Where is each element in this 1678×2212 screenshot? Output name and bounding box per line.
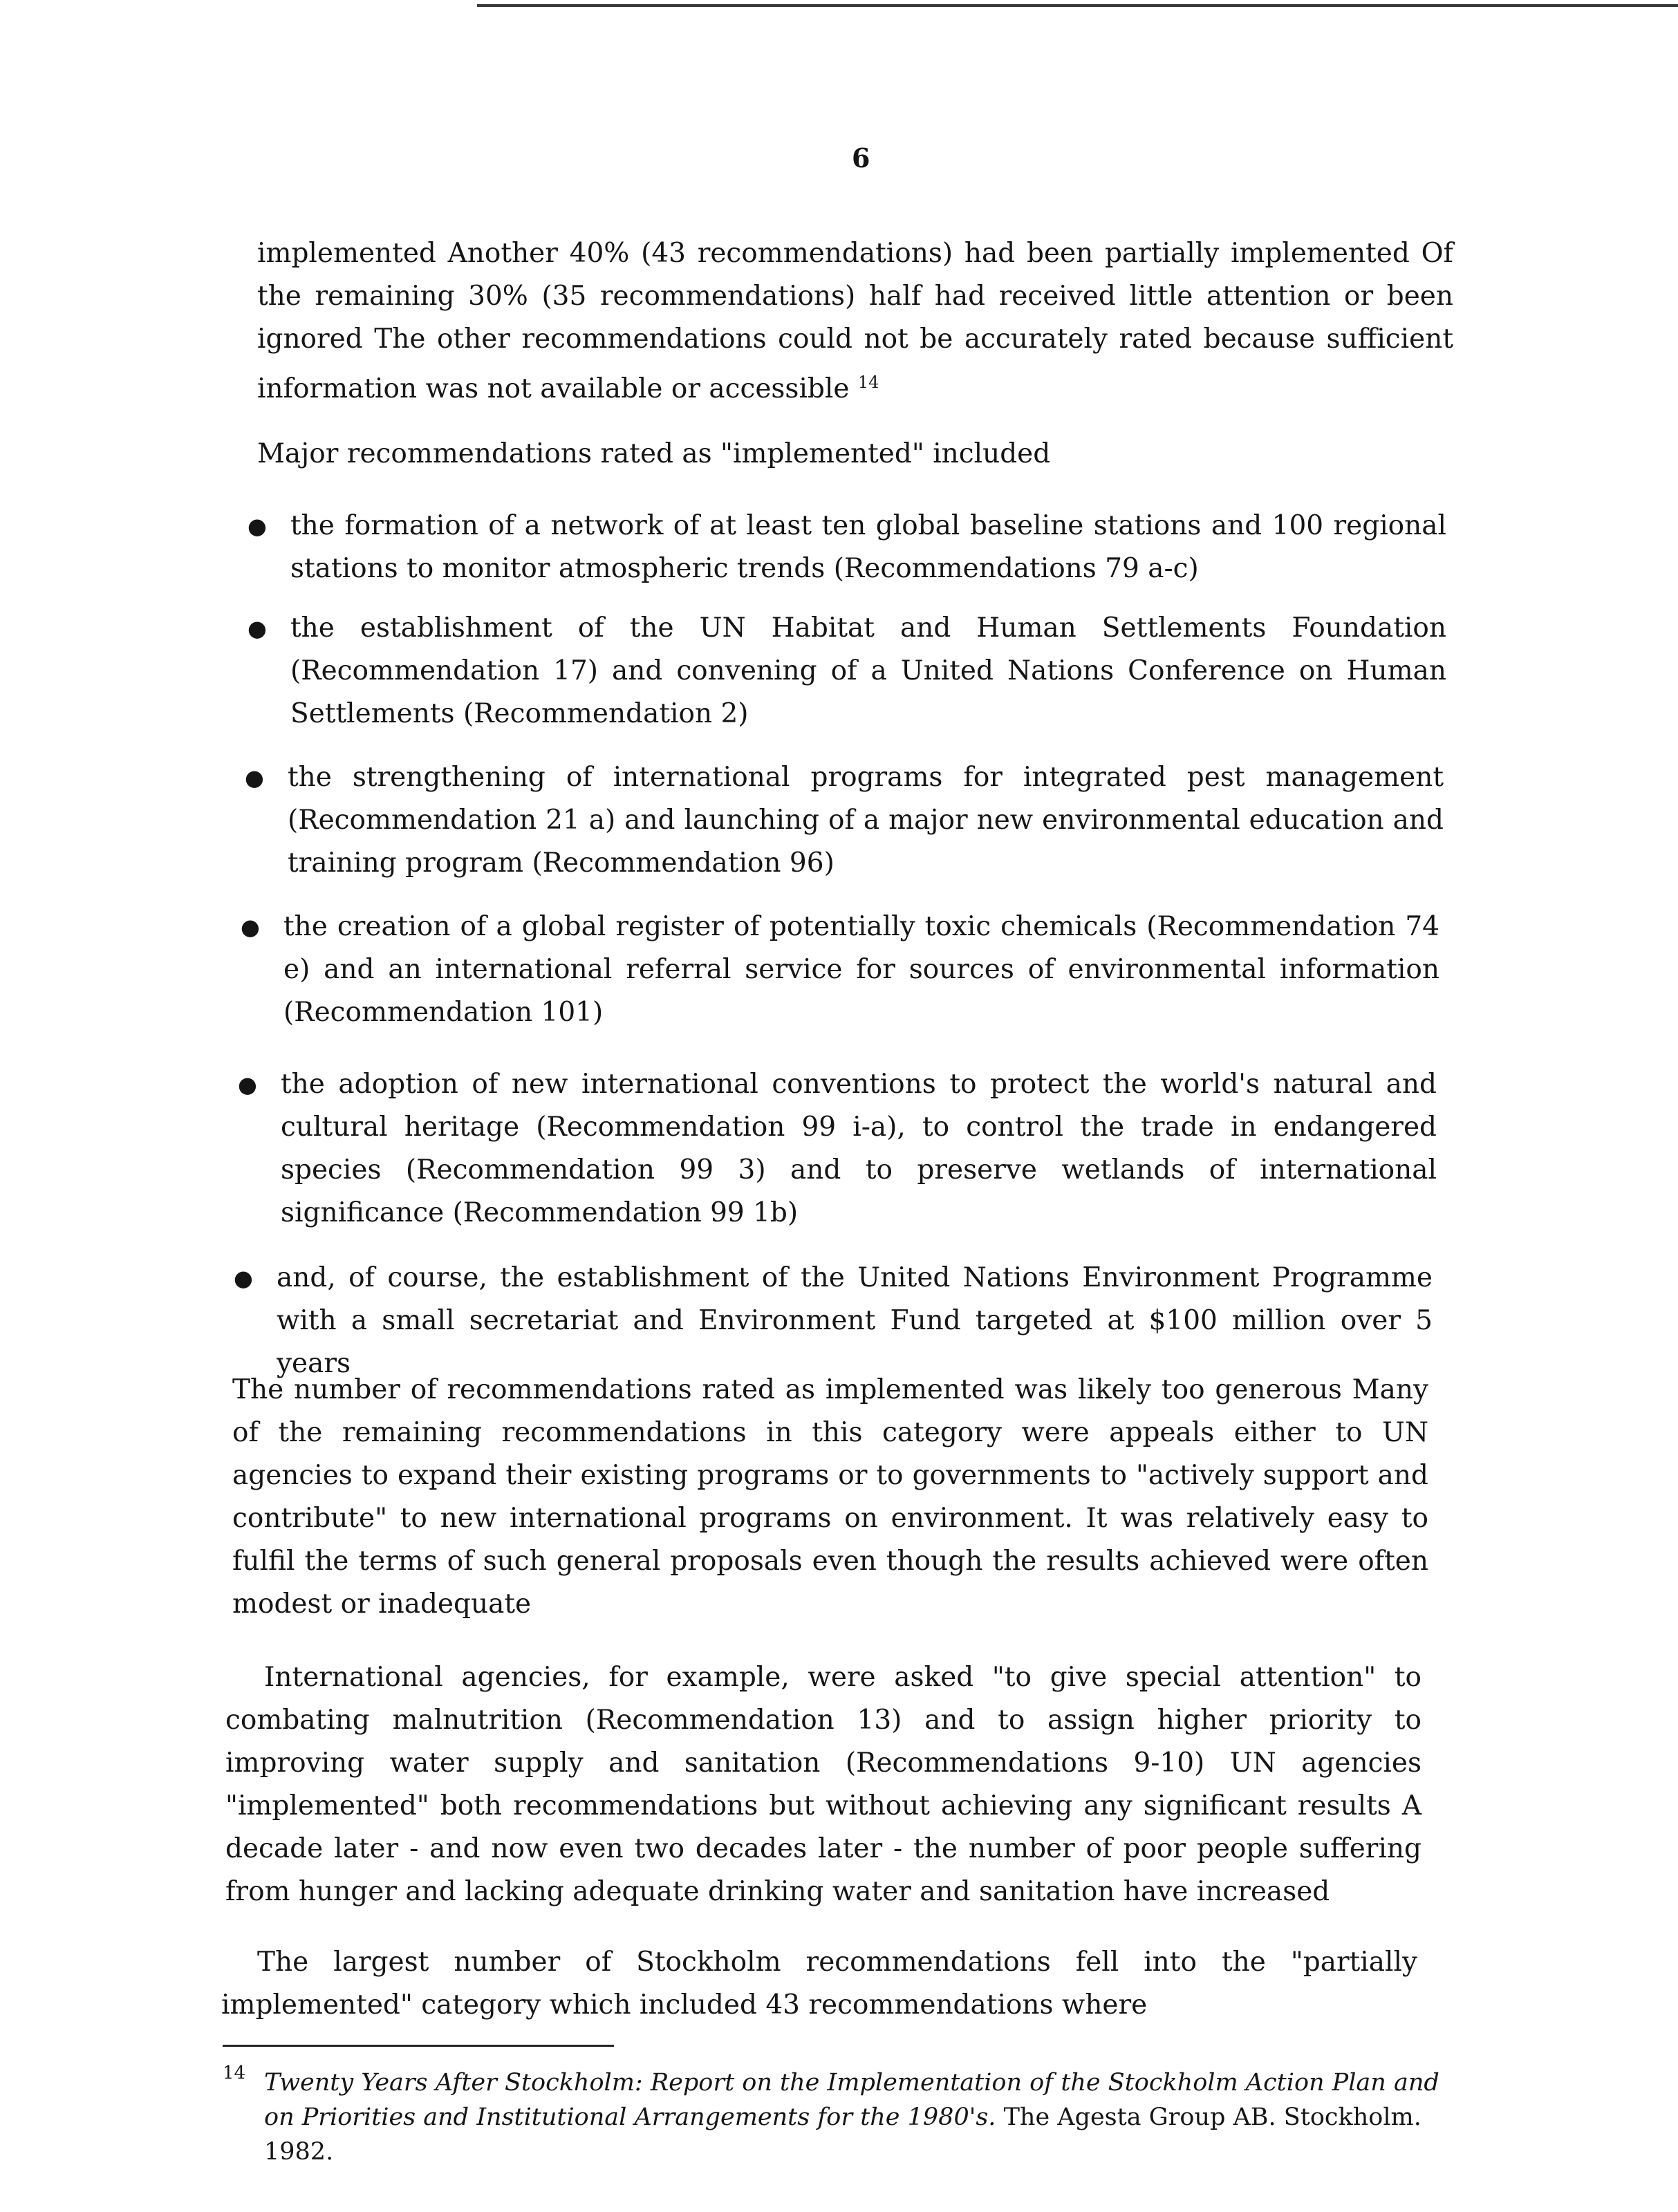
bullet-text: the adoption of new international conventions to protect the world's natural and cultural heritage (Recommendation 99 i-a), to control the trade in endangered species (Recommendation 99 3) and to preserve wetlands of international significance (Recommendation 99 1b) <box>281 1069 1437 1228</box>
bullet-item <box>245 756 1444 885</box>
footnote-title: Twenty Years After Stockholm: Report on the Implementation of the Stockholm Action Plan and on Priorities and Institutional Arrangements for the 1980's. <box>264 2069 1439 2131</box>
page-number: 6 <box>852 142 870 174</box>
bullet-item <box>234 1257 1433 1385</box>
footnote-reference: 14 <box>857 373 879 392</box>
bullet-dot-icon: ● <box>241 914 260 940</box>
bullet-text: the creation of a global register of potentially toxic chemicals (Recommendation 74 e) and an international referral service for sources of environmental information (Recommendation 101) <box>283 911 1439 1028</box>
paragraph-text: implemented Another 40% (43 recommendations) had been partially implemented Of the remaining 30% (35 recommendations) half had received little attention or been ignored The other recommendations could not be accurately rated because sufficient information was not available or accessible <box>257 238 1453 404</box>
bullet-item <box>248 505 1446 590</box>
footnote-separator <box>223 2045 614 2047</box>
paragraph-implemented-summary <box>257 232 1453 411</box>
bullet-dot-icon: ● <box>234 1265 253 1291</box>
paragraph-generous-rating: The number of recommendations rated as implemented was likely too generous Many of the remaining recommendations in this category were appeals either to UN agencies to expand their existing programs or to governments to "actively support and contribute" to new international programs on environment. It was relatively easy to fulfil the terms of such general proposals even though the results achieved were often modest or inadequate <box>232 1374 1428 1620</box>
footnote-publisher: The Agesta Group AB. Stockholm. 1982. <box>264 2103 1421 2166</box>
paragraph-major-recommendations-intro: Major recommendations rated as "implemented" included <box>257 438 1051 469</box>
bullet-item <box>241 906 1439 1034</box>
footnote <box>264 2065 1439 2169</box>
bullet-item <box>238 1063 1437 1235</box>
bullet-text: and, of course, the establishment of the United Nations Environment Programme with a small secretariat and Environment Fund targeted at $100 million over 5 years <box>277 1262 1433 1379</box>
footnote-number: 14 <box>223 2063 246 2083</box>
top-edge-line <box>477 4 1678 7</box>
bullet-dot-icon: ● <box>238 1071 257 1098</box>
bullet-item <box>248 607 1446 735</box>
paragraph-partially-implemented: The largest number of Stockholm recommendations fell into the "partially implemented" category which included 43 recommendations where <box>221 1947 1417 2021</box>
bullet-text: the establishment of the UN Habitat and Human Settlements Foundation (Recommendation 17) and convening of a United Nations Conference on Human Settlements (Recommendation 2) <box>290 612 1446 729</box>
bullet-text: the strengthening of international programs for integrated pest management (Recommendation 21 a) and launching of a major new environmental education and training program (Recommendation 96) <box>288 762 1444 879</box>
paragraph-international-agencies: International agencies, for example, were asked "to give special attention" to combating malnutrition (Recommendation 13) and to assign higher priority to improving water supply and sanitation (Recommendations 9-10) UN agencies "implemented" both recommendations but without achieving any significant results A decade later - and now even two decades later - the number of poor people suffering from hunger and lacking adequate drinking water and sanitation have increased <box>225 1662 1421 1907</box>
bullet-dot-icon: ● <box>245 765 264 791</box>
bullet-text: the formation of a network of at least ten global baseline stations and 100 regional stations to monitor atmospheric trends (Recommendations 79 a-c) <box>290 510 1446 584</box>
bullet-dot-icon: ● <box>248 513 267 539</box>
bullet-dot-icon: ● <box>248 615 267 641</box>
